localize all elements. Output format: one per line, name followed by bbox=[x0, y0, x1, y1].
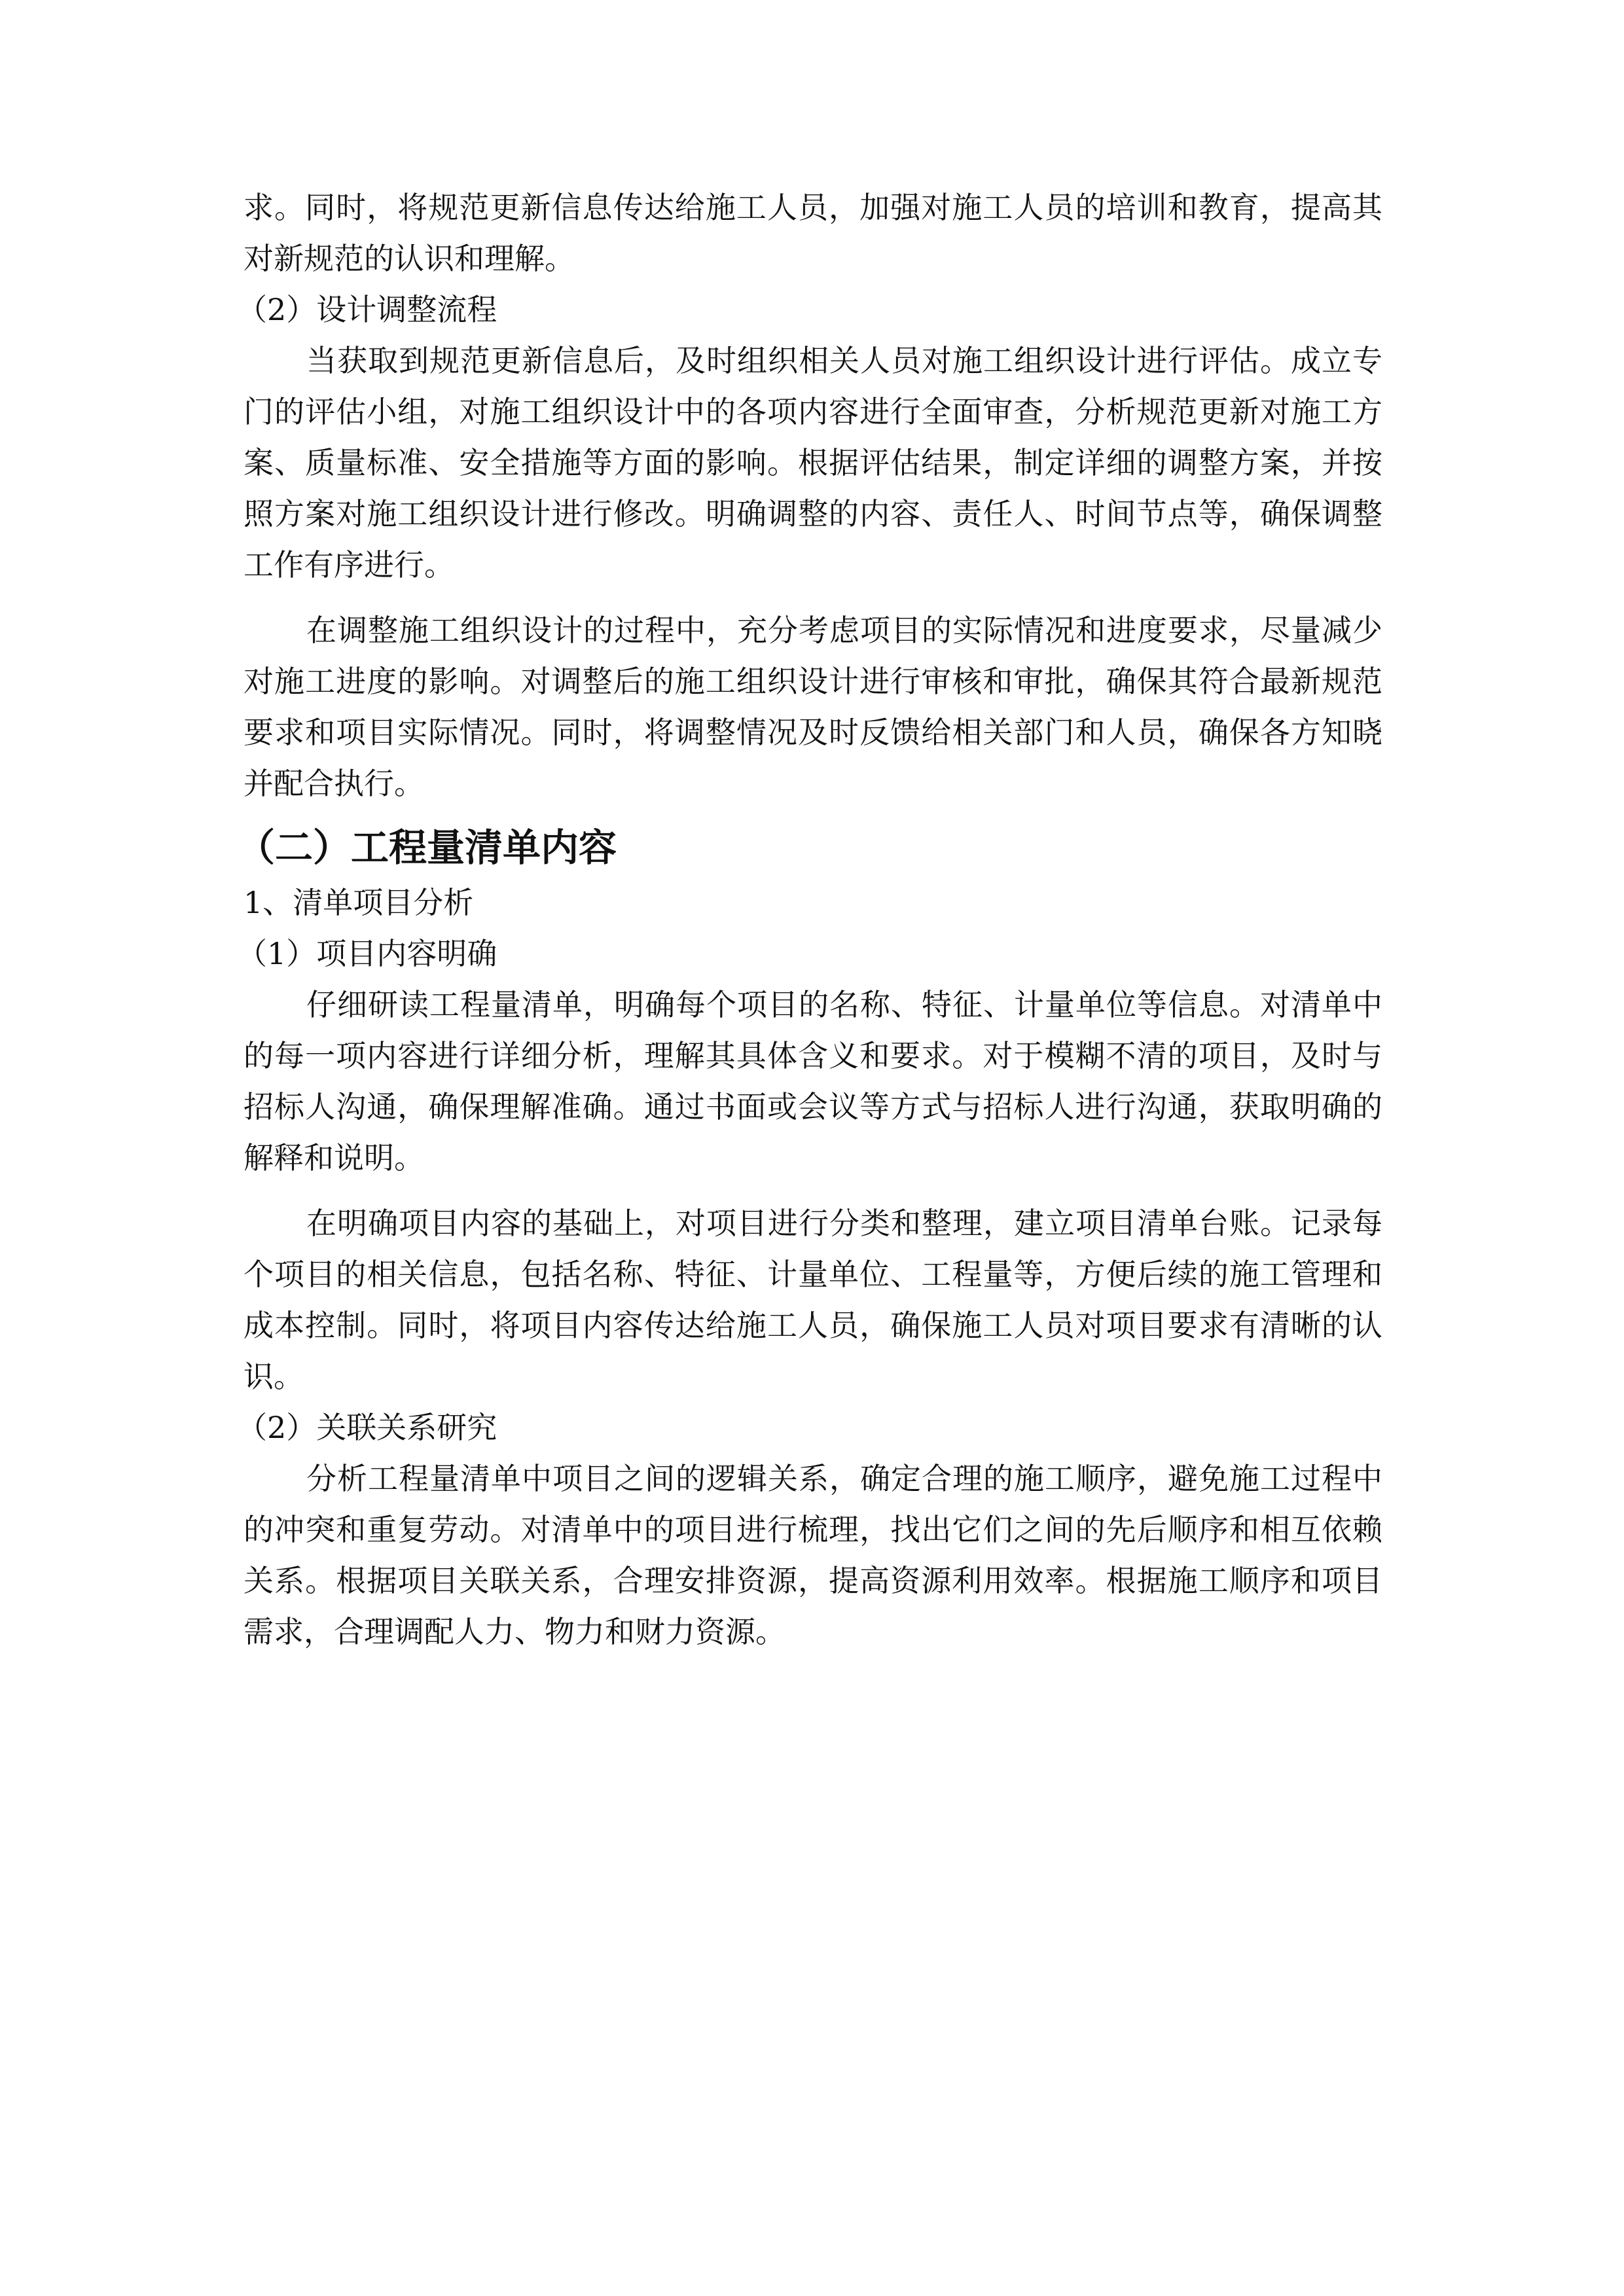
section-heading-bill-of-quantities: （二）工程量清单内容 bbox=[237, 825, 617, 870]
item-heading-list-analysis: 1、清单项目分析 bbox=[244, 885, 474, 920]
continuation-paragraph: 求。同时，将规范更新信息传达给施工人员，加强对施工人员的培训和教育，提高其对新规范的认识和理解。 bbox=[244, 190, 1382, 276]
subsection-heading-relations: （2）关联关系研究 bbox=[237, 1410, 497, 1445]
paragraph-design-adjust-1: 当获取到规范更新信息后，及时组织相关人员对施工组织设计进行评估。成立专门的评估小组，对施工组织设计中的各项内容进行全面审查，分析规范更新对施工方案、质量标准、安全措施等方面的影响。根据评估结果，制定详细的调整方案，并按照方案对施工组织设计进行修改。明确调整的内容、责任人、时间节点等，确保调整工作有序进行。 bbox=[244, 343, 1382, 583]
paragraph-design-adjust-2: 在调整施工组织设计的过程中，充分考虑项目的实际情况和进度要求，尽量减少对施工进度的影响。对调整后的施工组织设计进行审核和审批，确保其符合最新规范要求和项目实际情况。同时，将调整情况及时反馈给相关部门和人员，确保各方知晓并配合执行。 bbox=[244, 613, 1382, 801]
paragraph-content-clear-1: 仔细研读工程量清单，明确每个项目的名称、特征、计量单位等信息。对清单中的每一项内容进行详细分析，理解其具体含义和要求。对于模糊不清的项目，及时与招标人沟通，确保理解准确。通过书面或会议等方式与招标人进行沟通，获取明确的解释和说明。 bbox=[244, 987, 1382, 1175]
subsection-heading-design-adjust: （2）设计调整流程 bbox=[237, 292, 497, 327]
paragraph-relations-1: 分析工程量清单中项目之间的逻辑关系，确定合理的施工顺序，避免施工过程中的冲突和重复劳动。对清单中的项目进行梳理，找出它们之间的先后顺序和相互依赖关系。根据项目关联关系，合理安排资源，提高资源利用效率。根据施工顺序和项目需求，合理调配人力、物力和财力资源。 bbox=[244, 1461, 1382, 1649]
document-body bbox=[237, 182, 1382, 1657]
subsection-heading-content-clear: （1）项目内容明确 bbox=[237, 936, 497, 971]
paragraph-content-clear-2: 在明确项目内容的基础上，对项目进行分类和整理，建立项目清单台账。记录每个项目的相关信息，包括名称、特征、计量单位、工程量等，方便后续的施工管理和成本控制。同时，将项目内容传达给施工人员，确保施工人员对项目要求有清晰的认识。 bbox=[244, 1206, 1382, 1394]
